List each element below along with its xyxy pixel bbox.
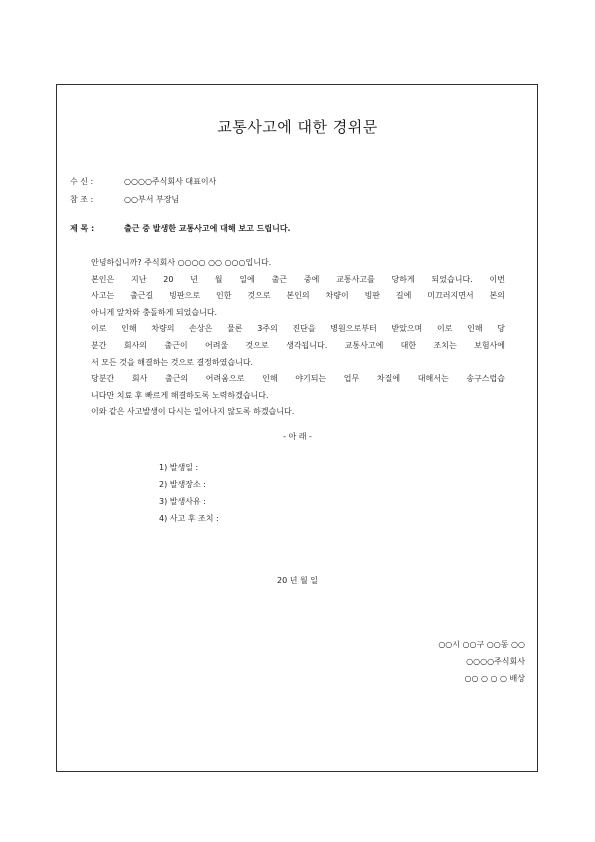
body-line: 니다만 치료 후 빠르게 해결하도록 노력하겠습니다. bbox=[91, 390, 269, 400]
body-line: 당분간 회사 출근의 어려움으로 인해 야기되는 업무 차질에 대해서는 송구스럽습 bbox=[91, 374, 505, 384]
subject-label: 제 목 : bbox=[70, 224, 95, 233]
sender-company: ○○○○주식회사 bbox=[466, 657, 525, 666]
body-line: 본인은 지난 20 년 월 일에 출근 중에 교통사고를 당하게 되었습니다. 이번 bbox=[91, 274, 505, 284]
body-line: 이로 인해 차량의 손상은 물론 3주의 진단을 병원으로부터 받았으며 이로 인해 당 bbox=[91, 324, 505, 334]
body-line: 사고는 출근길 빙판으로 인한 것으로 본인의 차량이 빙판 길에 미끄러지면서 본의 bbox=[91, 291, 505, 301]
document-title: 교통사고에 대한 경위문 bbox=[217, 118, 378, 136]
document-border bbox=[56, 84, 538, 772]
item-incident-cause: 3) 발생사유 : bbox=[159, 497, 206, 506]
body-line: 아니게 앞차와 충돌하게 되었습니다. bbox=[91, 307, 218, 317]
body-paragraph bbox=[91, 255, 505, 421]
item-follow-up-action: 4) 사고 후 조치 : bbox=[159, 514, 219, 523]
recipient-label: 수 신 : bbox=[70, 177, 94, 186]
reference-label: 참 조 : bbox=[70, 195, 94, 204]
subject-value: 출근 중 발생한 교통사고에 대해 보고 드립니다. bbox=[124, 224, 291, 233]
item-incident-date: 1) 발생일 : bbox=[159, 463, 199, 472]
notice-heading: - 아 래 - bbox=[283, 432, 312, 441]
date-line: 20 년 월 일 bbox=[277, 576, 318, 585]
body-line: 분간 회사의 출근이 어려울 것으로 생각됩니다. 교통사고에 대한 조치는 보험사에 bbox=[91, 340, 505, 350]
sender-address: ○○시 ○○구 ○○동 ○○ bbox=[438, 640, 525, 649]
recipient-value: ○○○○주식회사 대표이사 bbox=[124, 177, 217, 186]
body-line: 서 모든 것을 해결하는 것으로 결정하였습니다. bbox=[91, 357, 254, 367]
item-incident-location: 2) 발생장소 : bbox=[159, 480, 206, 489]
reference-value: ○○부서 부장님 bbox=[124, 195, 180, 204]
body-line: 안녕하십니까? 주식회사 ○○○○ ○○ ○○○입니다. bbox=[91, 258, 272, 267]
sender-signature: ○○ ○ ○ ○ 배상 bbox=[464, 674, 525, 683]
body-line: 이와 같은 사고발생이 다시는 일어나지 않도록 하겠습니다. bbox=[91, 407, 295, 417]
